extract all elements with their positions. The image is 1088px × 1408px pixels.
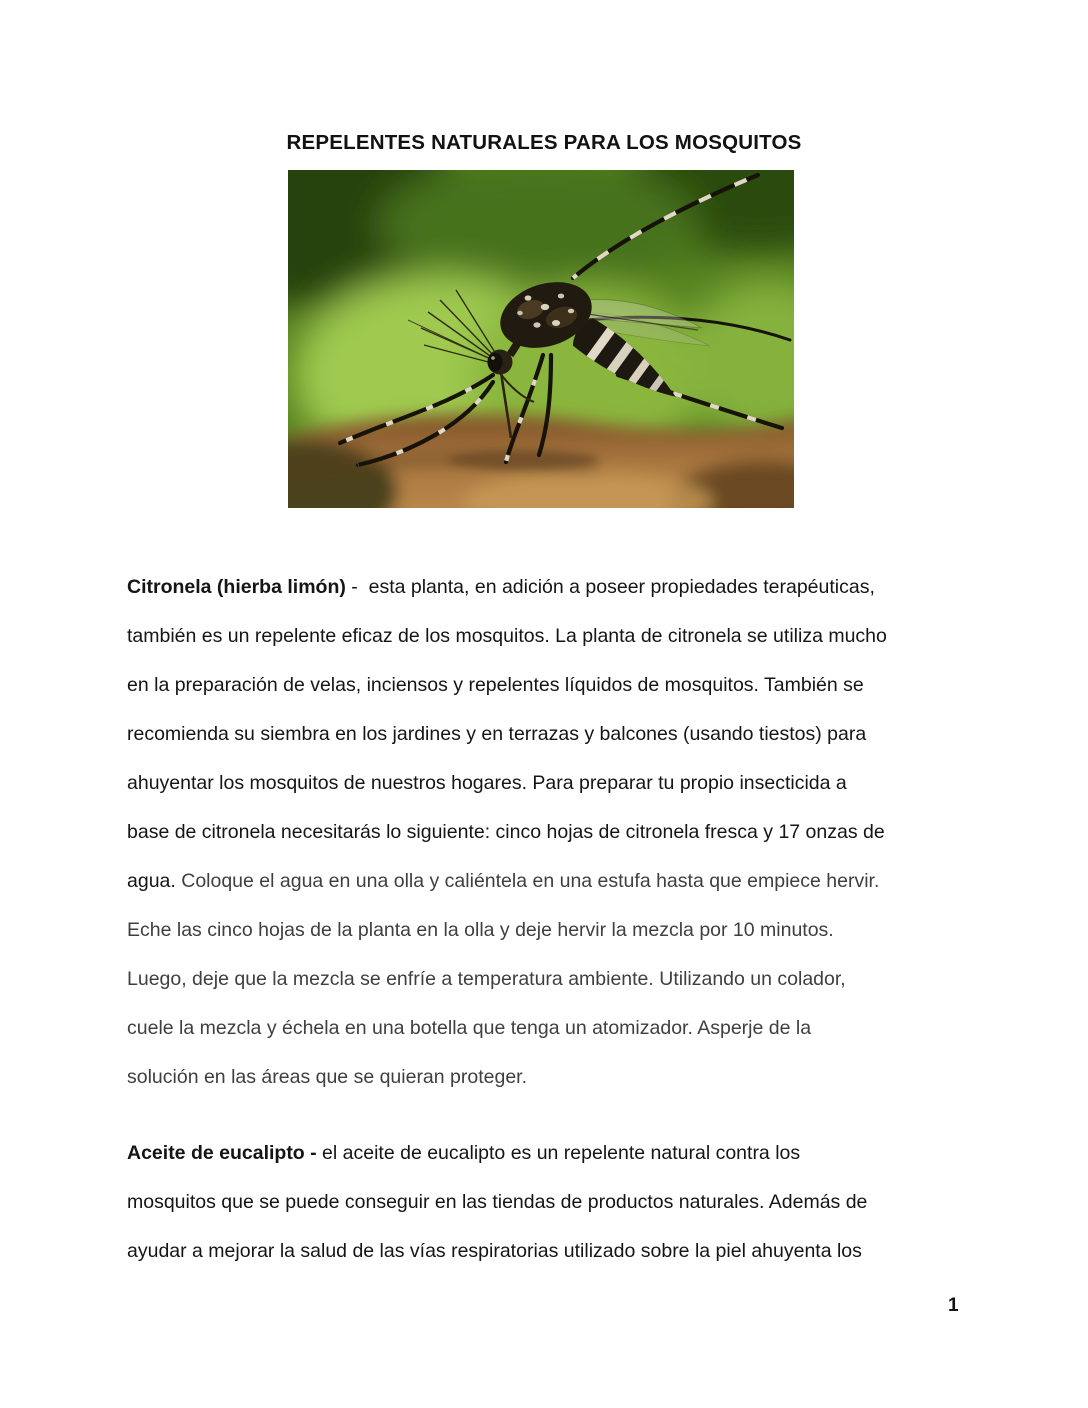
text-run: recomienda su siembra en los jardines y en terrazas y balcones (usando tiestos) para (127, 723, 867, 745)
document-title: REPELENTES NATURALES PARA LOS MOSQUITOS (286, 131, 802, 154)
text-line (127, 1004, 967, 1053)
text-run: Eche las cinco hojas de la planta en la olla y deje hervir la mezcla por 10 minutos. (127, 919, 834, 941)
text-line (127, 710, 967, 759)
text-run: solución en las áreas que se quieran proteger. (127, 1066, 528, 1088)
text-run: ahuyentar los mosquitos de nuestros hogares. Para preparar tu propio insecticida a (127, 772, 847, 794)
text-run: el aceite de eucalipto es un repelente natural contra los (316, 1142, 801, 1164)
text-run: también es un repelente eficaz de los mosquitos. La planta de citronela se utiliza mucho (127, 625, 887, 647)
text-run: base de citronela necesitarás lo siguiente: cinco hojas de citronela fresca y 17 onzas de (127, 821, 885, 843)
paragraph-eucalipto (127, 1129, 967, 1276)
text-line (127, 612, 967, 661)
text-line (127, 906, 967, 955)
text-line (127, 808, 967, 857)
text-line (127, 1227, 967, 1276)
mosquito-shadow (448, 450, 598, 470)
mosquito-photo-illustration (288, 170, 794, 508)
paragraph-citronela (127, 563, 967, 1102)
mosquito-photo (288, 170, 794, 508)
text-run: Coloque el agua en una olla y caliéntela en una estufa hasta que empiece hervir. (175, 870, 880, 892)
text-line (127, 955, 967, 1004)
text-run: - esta planta, en adición a poseer propiedades terapéuticas, (345, 576, 875, 598)
text-run: mosquitos que se puede conseguir en las tiendas de productos naturales. Además de (127, 1191, 868, 1213)
bold-text-run: Citronela (hierba limón) (127, 576, 346, 598)
text-run: cuele la mezcla y échela en una botella que tenga un atomizador. Asperje de la (127, 1017, 812, 1039)
text-run: agua. (127, 870, 176, 892)
text-line (127, 1178, 967, 1227)
text-run: Luego, deje que la mezcla se enfríe a temperatura ambiente. Utilizando un colador, (127, 968, 846, 990)
text-line (127, 661, 967, 710)
text-line (127, 563, 967, 612)
bold-text-run: Aceite de eucalipto - (127, 1142, 317, 1164)
text-line (127, 1129, 967, 1178)
text-run: ayudar a mejorar la salud de las vías respiratorias utilizado sobre la piel ahuyenta los (127, 1240, 862, 1262)
text-line (127, 759, 967, 808)
page-number: 1 (948, 1295, 959, 1316)
text-line (127, 1053, 967, 1102)
text-line (127, 857, 967, 906)
text-run: en la preparación de velas, inciensos y repelentes líquidos de mosquitos. También se (127, 674, 864, 696)
